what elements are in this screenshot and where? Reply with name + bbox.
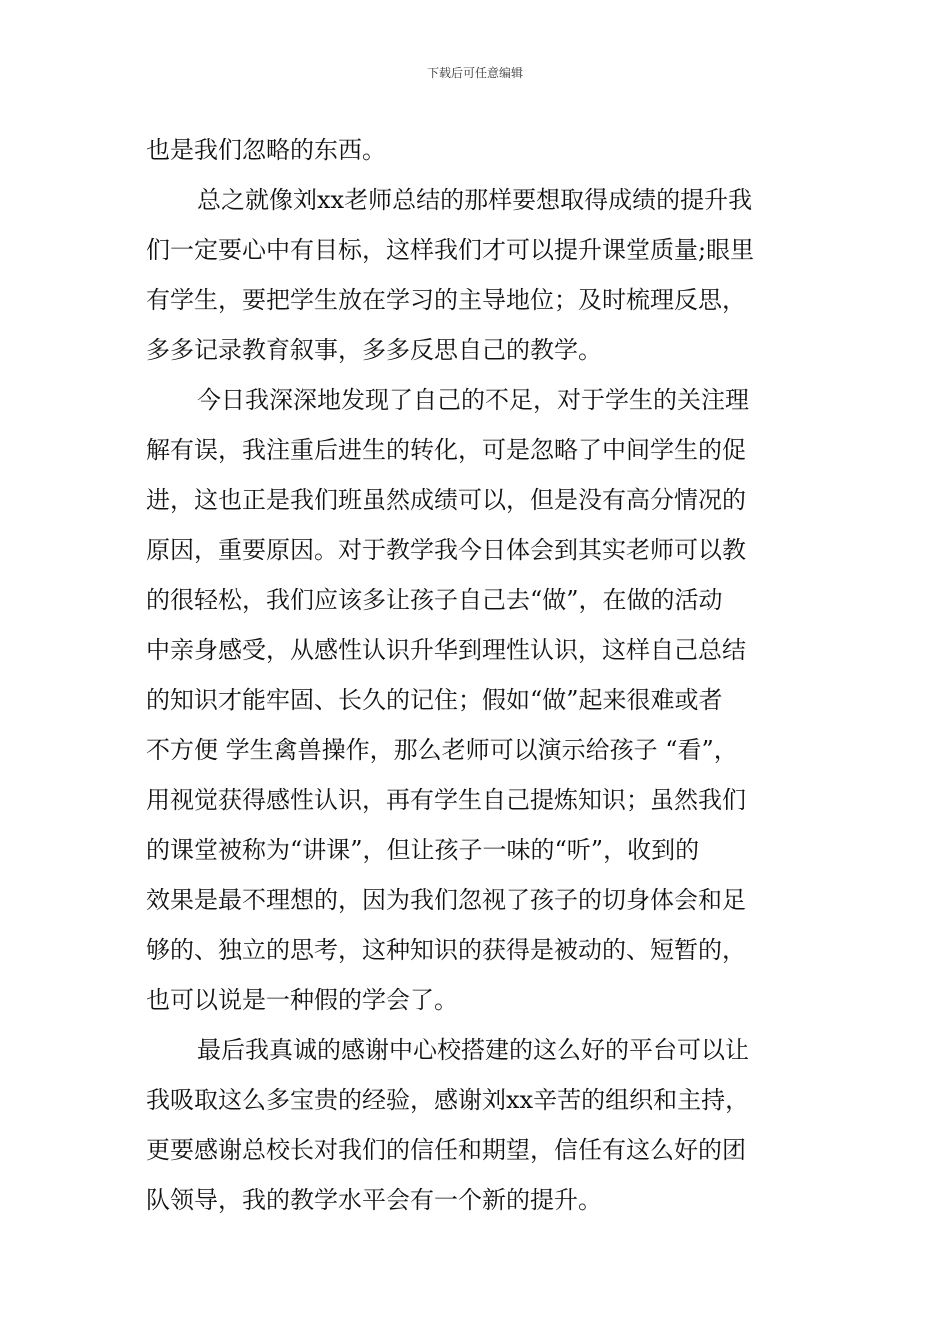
text-line: 多多记录教育叙事，多多反思自己的教学。 [146, 336, 602, 364]
paragraph-first-line: 今日我深深地发现了自己的不足，对于学生的关注理 [197, 386, 749, 414]
page-header: 下载后可任意编辑 [426, 66, 523, 80]
text-line: 效果是最不理想的，因为我们忽视了孩子的切身体会和足 [146, 886, 746, 914]
text-line: 不方便 学生禽兽操作，那么老师可以演示给孩子 “看”， [146, 736, 738, 764]
paragraph-first-line: 总之就像刘xx老师总结的那样要想取得成绩的提升我 [197, 186, 753, 214]
text-line: 够的、独立的思考，这种知识的获得是被动的、短暂的， [146, 936, 746, 964]
text-line: 也可以说是一种假的学会了。 [146, 986, 458, 1014]
text-line: 中亲身感受，从感性认识升华到理性认识，这样自己总结 [146, 636, 746, 664]
text-line: 队领导，我的教学水平会有一个新的提升。 [146, 1186, 602, 1214]
text-line: 用视觉获得感性认识，再有学生自己提炼知识；虽然我们 [146, 786, 746, 814]
paragraph-first-line: 最后我真诚的感谢中心校搭建的这么好的平台可以让 [197, 1036, 749, 1064]
text-line: 有学生，要把学生放在学习的主导地位；及时梳理反思， [146, 286, 746, 314]
text-line: 的很轻松，我们应该多让孩子自己去“做”，在做的活动 [146, 586, 723, 614]
text-line: 们一定要心中有目标，这样我们才可以提升课堂质量;眼里 [146, 236, 755, 264]
text-line: 我吸取这么多宝贵的经验，感谢刘xx辛苦的组织和主持， [146, 1086, 750, 1114]
text-line: 解有误，我注重后进生的转化，可是忽略了中间学生的促 [146, 436, 746, 464]
text-line: 也是我们忽略的东西。 [146, 136, 386, 164]
text-line: 原因，重要原因。对于教学我今日体会到其实老师可以教 [146, 536, 746, 564]
text-line: 进，这也正是我们班虽然成绩可以，但是没有高分情况的 [146, 486, 746, 514]
text-line: 更要感谢总校长对我们的信任和期望，信任有这么好的团 [146, 1136, 746, 1164]
text-line: 的知识才能牢固、长久的记住；假如“做”起来很难或者 [146, 686, 723, 714]
text-line: 的课堂被称为“讲课”，但让孩子一味的“听”，收到的 [146, 836, 700, 864]
